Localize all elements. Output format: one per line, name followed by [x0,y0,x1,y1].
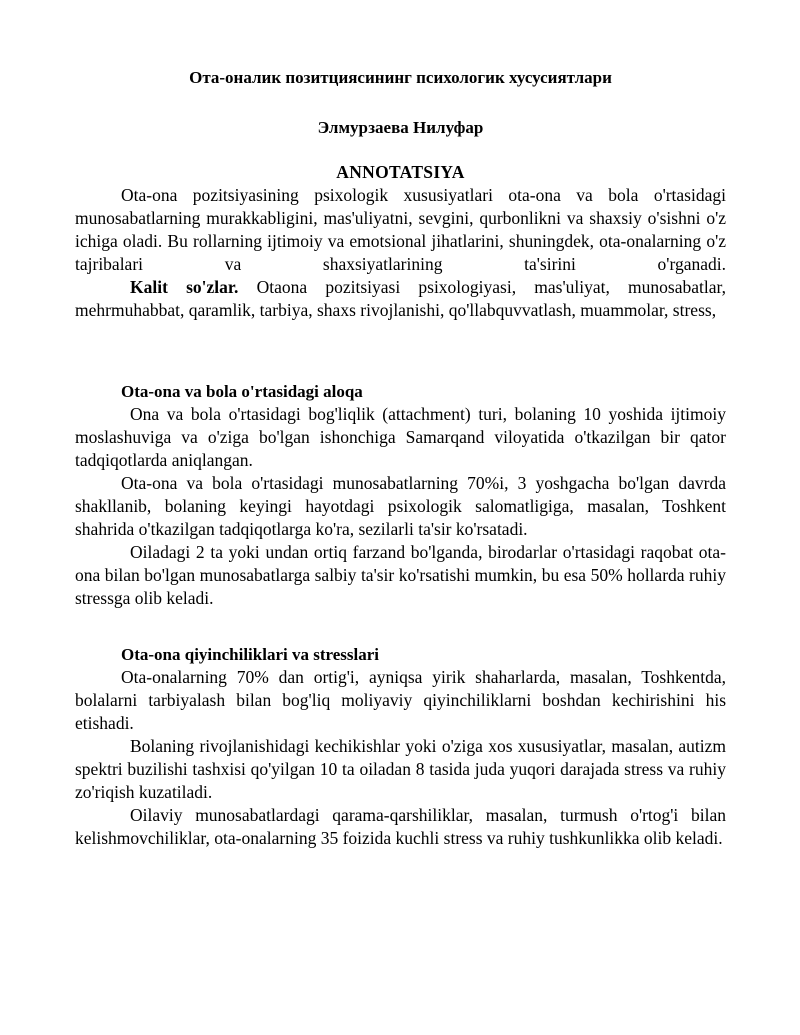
document-page [75,66,726,850]
paragraph: Oilaviy munosabatlardagi qarama-qarshiliklar, masalan, turmush o'rtog'i bilan kelishmovchiliklar, ota-onalarning 35 foizida kuchli stress va ruhiy tushkunlikka olib keladi. [75,805,726,848]
paragraph: Ota-onalarning 70% dan ortig'i, ayniqsa yirik shaharlarda, masalan, Toshkentda, bolalarni tarbiyalash bilan bog'liq moliyaviy qiyinchiliklarni boshdan kechirishini his etishadi. [75,667,726,733]
section-heading-parent-child-relations: Ota-ona va bola o'rtasidagi aloqa [121,382,363,401]
paragraph: Oiladagi 2 ta yoki undan ortiq farzand bo'lganda, birodarlar o'rtasidagi raqobat ota-ona bilan bo'lgan munosabatlarga salbiy ta'sir ko'rsatishi mumkin, bu esa 50% hollarda ruhiy stressga olib keladi. [75,542,726,608]
annotation-text: Ota-ona pozitsiyasining psixologik xususiyatlari ota-ona va bola o'rtasidagi munosabatlarning murakkabligini, mas'uliyatni, sevgini, qurbonlikni va shaxsiy o'sishni o'z ichiga oladi. Bu rollarning ijtimoiy va emotsional jihatlarini, shuningdek, ota-onalarning o'z tajribalari va shaxsiyatlarining ta'sirini o'rganadi. [75,185,726,274]
document-title: Ота-оналик позитциясининг психологик хусусиятлари [189,68,612,87]
keywords-text: Otaona pozitsiyasi psixologiyasi, mas'uliyat, munosabatlar, mehrmuhabbat, qaramlik, tarbiya, shaxs rivojlanishi, qo'llabquvvatlash, muammolar, stress, [75,277,726,320]
annotation-heading: ANNOTATSIYA [336,162,465,182]
section-heading-parent-difficulties: Ota-ona qiyinchiliklari va stresslari [121,645,380,664]
paragraph: Ota-ona va bola o'rtasidagi munosabatlarning 70%i, 3 yoshgacha bo'lgan davrda shakllanib, bolaning keyingi hayotdagi psixologik salomatligiga, masalan, Toshkent shahrida o'tkazilgan tadqiqotlarga ko'ra, sezilarli ta'sir ko'rsatadi. [75,473,726,539]
document-author: Элмурзаева Нилуфар [317,118,484,137]
paragraph: Ona va bola o'rtasidagi bog'liqlik (attachment) turi, bolaning 10 yoshida ijtimoiy moslashuviga va o'ziga bo'lgan ishonchiga Samarqand viloyatida o'tkazilgan bir qator tadqiqotlarda aniqlangan. [75,404,726,470]
paragraph: Bolaning rivojlanishidagi kechikishlar yoki o'ziga xos xususiyatlar, masalan, autizm spektri buzilishi tashxisi qo'yilgan 10 ta oiladan 8 tasida juda yuqori darajada stress va ruhiy zo'riqish kuzatiladi. [75,736,726,802]
keywords-label: Kalit so'zlar. [130,277,239,297]
keywords-paragraph [75,276,726,322]
